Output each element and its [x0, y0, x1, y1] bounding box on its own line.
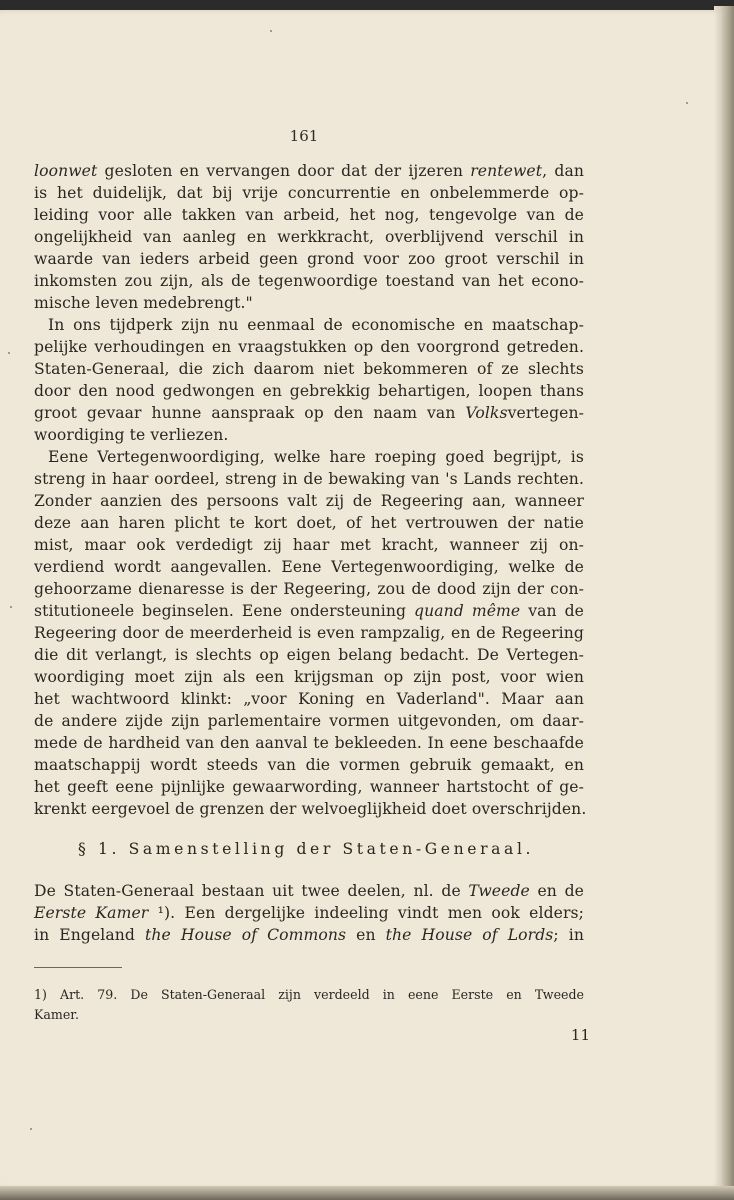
text-line: mede de hardheid van den aanval te bekleeden. In eene beschaafde	[34, 734, 584, 752]
signature-mark: 11	[570, 1026, 590, 1044]
paper-speck	[270, 30, 272, 32]
text-line: inkomsten zou zijn, als de tegenwoordige toestand van het econo-	[34, 272, 584, 290]
text-line: deze aan haren plicht te kort doet, of het vertrouwen der natie	[34, 514, 584, 532]
section-heading: § 1. Samenstelling der Staten-Generaal.	[78, 840, 535, 858]
text-line: mist, maar ook verdedigt zij haar met kracht, wanneer zij on-	[34, 536, 584, 554]
paper-speck	[30, 1128, 32, 1130]
text-line: Regeering door de meerderheid is even rampzalig, en de Regeering	[34, 624, 584, 642]
paper-speck	[686, 102, 688, 104]
page-edge-bottom	[0, 1186, 734, 1200]
text-line: is het duidelijk, dat bij vrije concurrentie en onbelemmerde op-	[34, 184, 584, 202]
text-line: leiding voor alle takken van arbeid, het nog, tengevolge van de	[34, 206, 584, 224]
text-line: die dit verlangt, is slechts op eigen belang bedacht. De Vertegen-	[34, 646, 584, 664]
text-line: Zonder aanzien des persoons valt zij de Regeering aan, wanneer	[34, 492, 584, 510]
text-line: mische leven medebrengt."	[34, 294, 253, 312]
text-line: woordiging moet zijn als een krijgsman op zijn post, voor wien	[34, 668, 584, 686]
text-line: ongelijkheid van aanleg en werkkracht, overblijvend verschil in	[34, 228, 584, 246]
footnote-line: Kamer.	[34, 1007, 79, 1022]
text-line: gehoorzame dienaresse is der Regeering, zou de dood zijn der con-	[34, 580, 584, 598]
text-line: De Staten-Generaal bestaan uit twee deelen, nl. de Tweede en de	[34, 882, 584, 900]
page-number: 161	[289, 127, 319, 145]
text-line: pelijke verhoudingen en vraagstukken op den voorgrond getreden.	[34, 338, 584, 356]
footnote-line: 1) Art. 79. De Staten-Generaal zijn verdeeld in eene Eerste en Tweede	[34, 987, 584, 1002]
text-line: woordiging te verliezen.	[34, 426, 229, 444]
scan-top-border	[0, 0, 734, 10]
text-line: verdiend wordt aangevallen. Eene Vertegenwoordiging, welke de	[34, 558, 584, 576]
text-line: in Engeland the House of Commons en the House of Lords; in	[34, 926, 585, 944]
text-line: waarde van ieders arbeid geen grond voor zoo groot verschil in	[34, 250, 584, 268]
text-line: krenkt eergevoel de grenzen der welvoeglijkheid doet overschrijden.	[34, 800, 587, 818]
text-line: Eene Vertegenwoordiging, welke hare roeping goed begrijpt, is	[48, 448, 584, 466]
text-line: In ons tijdperk zijn nu eenmaal de economische en maatschap-	[48, 316, 584, 334]
footnote-rule	[34, 967, 122, 968]
text-line: stitutioneele beginselen. Eene ondersteuning quand même van de	[34, 602, 584, 620]
text-line: maatschappij wordt steeds van die vormen gebruik gemaakt, en	[34, 756, 584, 774]
paper-speck	[10, 606, 12, 608]
text-line: het wachtwoord klinkt: „voor Koning en Vaderland". Maar aan	[34, 690, 584, 708]
text-line: Eerste Kamer ¹). Een dergelijke indeeling vindt men ook elders;	[34, 904, 584, 922]
footnote	[34, 985, 584, 1025]
footnote-ref: ¹)	[148, 904, 171, 922]
body-text	[34, 160, 587, 820]
text-line: door den nood gedwongen en gebrekkig behartigen, loopen thans	[34, 382, 584, 400]
paper-speck	[8, 352, 10, 354]
text-line: het geeft eene pijnlijke gewaarwording, wanneer hartstocht of ge-	[34, 778, 584, 796]
text-line: streng in haar oordeel, streng in de bewaking van 's Lands rechten.	[34, 470, 584, 488]
text-line: de andere zijde zijn parlementaire vormen uitgevonden, om daar-	[34, 712, 584, 730]
text-line: Staten-Generaal, die zich daarom niet bekommeren of ze slechts	[34, 360, 584, 378]
body-text-section	[34, 880, 584, 946]
text-line: loonwet gesloten en vervangen door dat der ijzeren rentewet, dan	[34, 162, 584, 180]
text-line: groot gevaar hunne aanspraak op den naam van Volksvertegen-	[34, 404, 584, 422]
